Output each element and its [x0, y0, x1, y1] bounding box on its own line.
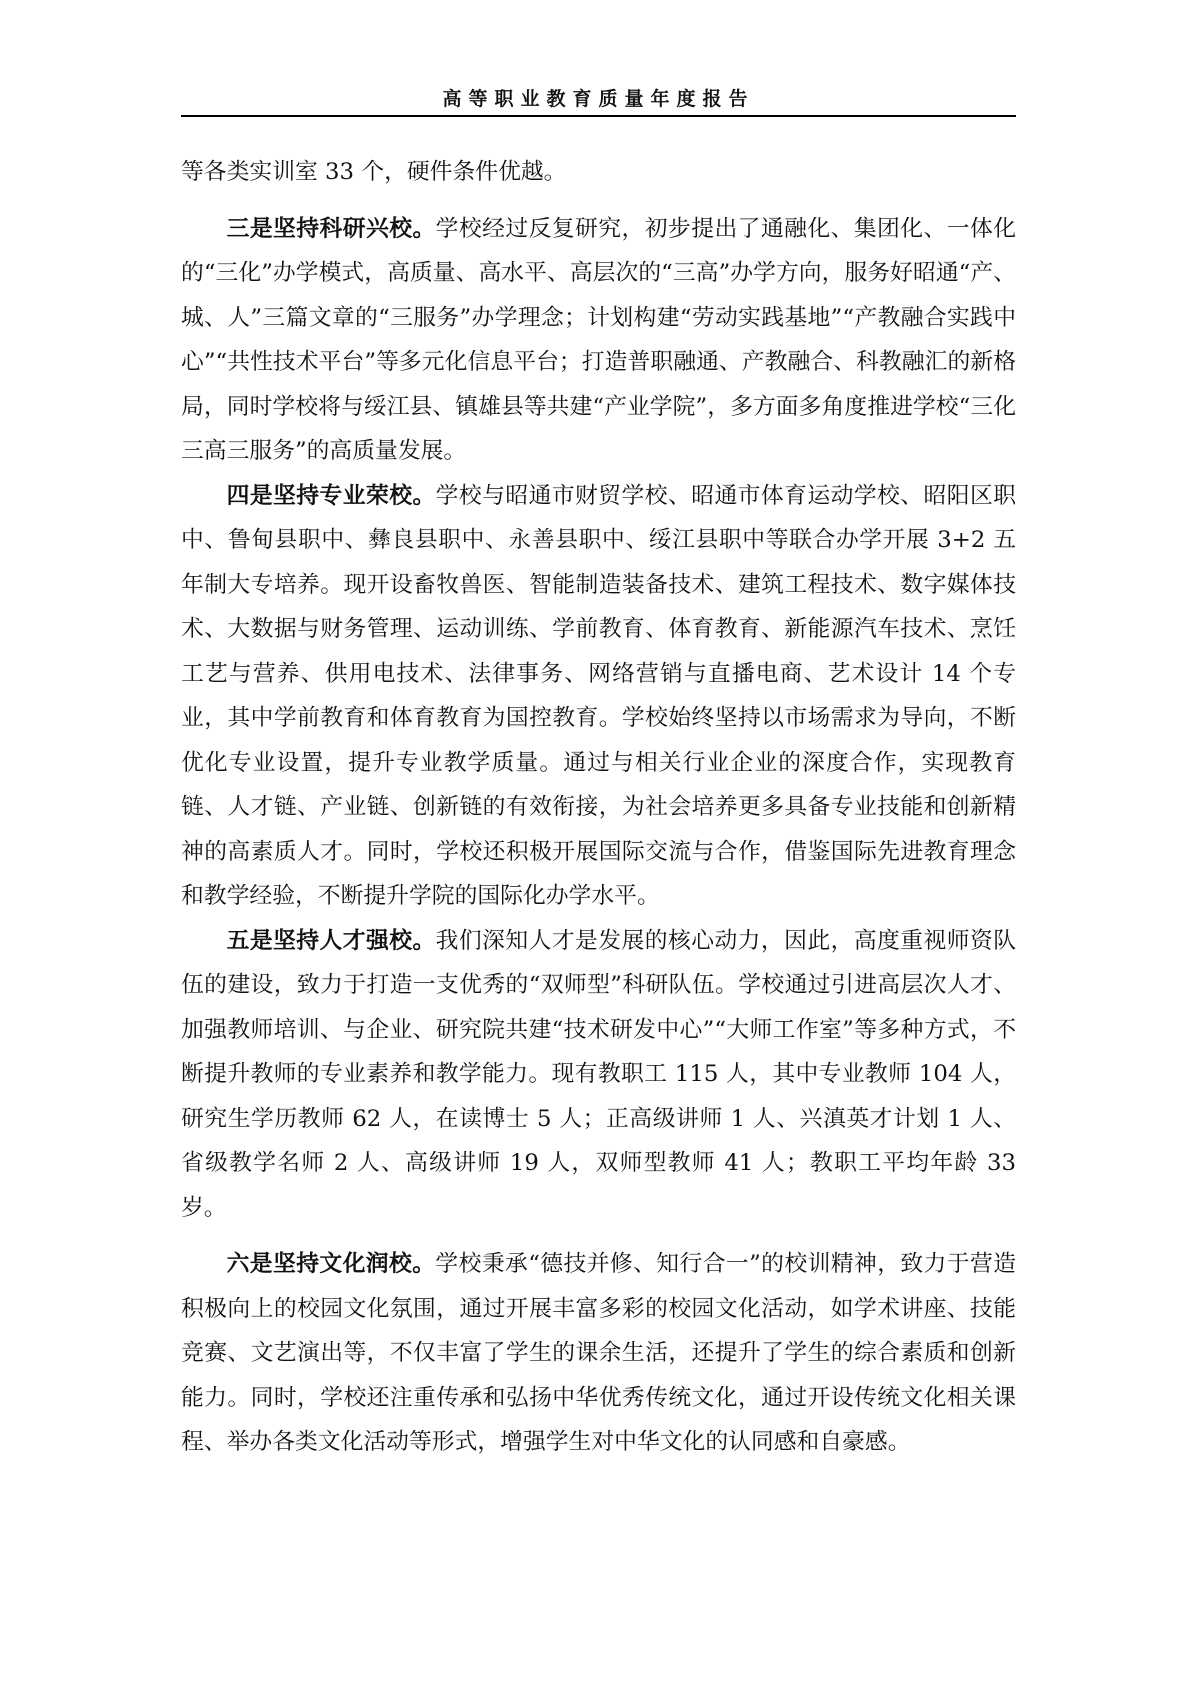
body-text [181, 150, 1016, 1465]
paragraph-text: 学校与昭通市财贸学校、昭通市体育运动学校、昭阳区职中、鲁甸县职中、彝良县职中、永善县职中、绥江县职中等联合办学开展 3+2 五年制大专培养。现开设畜牧兽医、智能制造装备技术、建筑工程技术、数字媒体技术、大数据与财务管理、运动训练、学前教育、体育教育、新能源汽车技术、烹饪工艺与营养、供用电技术、法律事务、网络营销与直播电商、艺术设计 14 个专业，其中学前教育和体育教育为国控教育。学校始终坚持以市场需求为导向，不断优化专业设置，提升专业教学质量。通过与相关行业企业的深度合作，实现教育链、人才链、产业链、创新链的有效衔接，为社会培养更多具备专业技能和创新精神的高素质人才。同时，学校还积极开展国际交流与合作，借鉴国际先进教育理念和教学经验，不断提升学院的国际化办学水平。 [181, 482, 1017, 909]
paragraph-lead: 六是坚持文化润校。 [226, 1251, 436, 1277]
running-header: 高等职业教育质量年度报告 [442, 88, 755, 110]
paragraph-majors [181, 474, 1016, 919]
paragraph-culture [181, 1242, 1016, 1465]
paragraph-talent [181, 919, 1016, 1231]
paragraph-text: 等各类实训室 33 个，硬件条件优越。 [181, 159, 567, 185]
paragraph-lead: 三是坚持科研兴校。 [226, 215, 436, 242]
paragraph-lead: 五是坚持人才强校。 [226, 927, 436, 954]
paragraph-lead: 四是坚持专业荣校。 [226, 482, 436, 509]
paragraph-text: 我们深知人才是发展的核心动力，因此，高度重视师资队伍的建设，致力于打造一支优秀的“双师型”科研队伍。学校通过引进高层次人才、加强教师培训、与企业、研究院共建“技术研发中心”“大师工作室”等多种方式，不断提升教师的专业素养和教学能力。现有教职工 115 人，其中专业教师 104 人，研究生学历教师 62 人，在读博士 5 人；正高级讲师 1 人、兴滇英才计划 1 人、省级教学名师 2 人、高级讲师 19 人，双师型教师 41 人；教职工平均年龄 33 岁。 [181, 927, 1017, 1221]
paragraph-research [181, 207, 1016, 474]
header-rule [181, 115, 1016, 117]
paragraph-continued [181, 150, 1016, 195]
paragraph-text: 学校秉承“德技并修、知行合一”的校训精神，致力于营造积极向上的校园文化氛围，通过开展丰富多彩的校园文化活动，如学术讲座、技能竞赛、文艺演出等，不仅丰富了学生的课余生活，还提升了学生的综合素质和创新能力。同时，学校还注重传承和弘扬中华优秀传统文化，通过开设传统文化相关课程、举办各类文化活动等形式，增强学生对中华文化的认同感和自豪感。 [181, 1251, 1017, 1455]
paragraph-text: 学校经过反复研究，初步提出了通融化、集团化、一体化的“三化”办学模式，高质量、高水平、高层次的“三高”办学方向，服务好昭通“产、城、人”三篇文章的“三服务”办学理念；计划构建“劳动实践基地”“产教融合实践中心”“共性技术平台”等多元化信息平台；打造普职融通、产教融合、科教融汇的新格局，同时学校将与绥江县、镇雄县等共建“产业学院”，多方面多角度推进学校“三化三高三服务”的高质量发展。 [181, 215, 1017, 464]
